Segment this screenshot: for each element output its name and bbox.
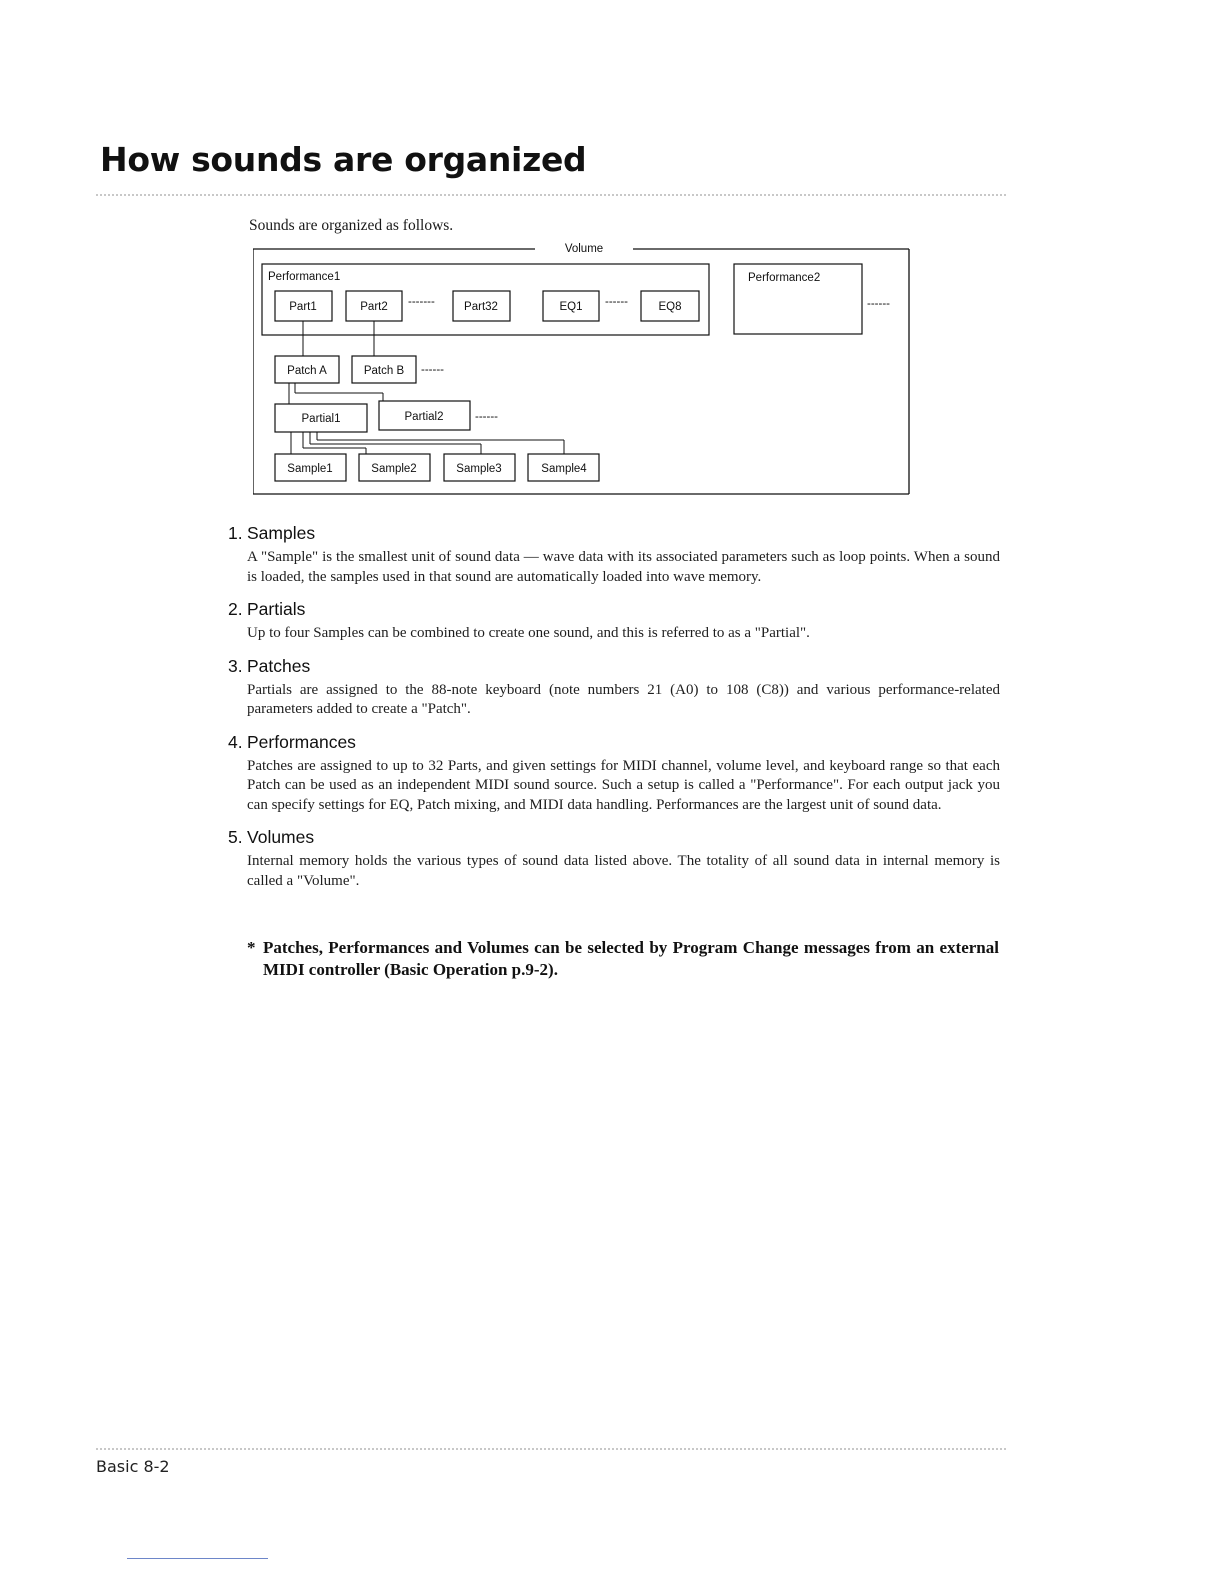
sound-organization-diagram [253,238,913,500]
volume-label: Volume [564,243,604,255]
patch-box [352,356,416,383]
program-change-note [247,937,999,981]
part-box [453,291,510,321]
partial1-label: Partial1 [301,413,341,425]
intro-text: Sounds are organized as follows. [249,217,454,234]
partial-box [379,401,470,430]
eq-continuation: ------ [605,296,628,308]
partial2-label: Partial2 [404,411,444,423]
patches-continuation: ------ [421,364,444,376]
performance1-label: Performance1 [268,271,341,283]
section-partials [228,599,1000,644]
section-body: Patches are assigned to up to 32 Parts, and given settings for MIDI channel, volume level, and keyboard range so that each Patch can be used as an independent MIDI sound source. Such a setup is called a "Performance". For each output jack you can specify settings for EQ, Patch mixing, and MIDI data handling. Performances are the largest unit of sound data. [247,757,1000,813]
section-number: 5. [228,827,243,847]
eq1-label: EQ1 [559,301,583,313]
performances-continuation: ------ [867,298,890,310]
part-box [275,291,332,321]
section-volumes [228,827,1000,891]
eq-box [641,291,699,321]
section-heading [228,599,1000,620]
section-samples [228,523,1000,587]
partials-continuation: ------ [475,411,498,423]
section-number: 2. [228,599,243,619]
section-title: Samples [247,523,316,543]
top-divider [96,194,1006,196]
section-number: 3. [228,655,243,676]
section-performances [228,732,1000,816]
section-patches [228,656,1000,720]
section-body: Up to four Samples can be combined to create one sound, and this is referred to as a "Partial". [247,625,810,641]
section-number: 1. [228,523,243,543]
section-heading [228,523,1000,544]
section-number: 4. [228,731,243,752]
part-patch-connectors [303,321,374,356]
note-marker: * [247,938,256,957]
partial-sample-connectors [291,432,564,454]
sample-box [275,454,346,481]
sample3-label: Sample3 [456,463,502,475]
section-title: Partials [247,599,306,619]
eq-box [543,291,599,321]
sample-box [444,454,515,481]
sample-box [528,454,599,481]
section-body: A "Sample" is the smallest unit of sound data — wave data with its associated parameters such as loop points. When a sound is loaded, the samples used in that sound are automatically loaded into wave memory. [247,549,1000,585]
eq8-label: EQ8 [658,301,682,313]
part32-label: Part32 [464,301,498,313]
performance2-label: Performance2 [748,272,821,284]
part1-label: Part1 [289,301,317,313]
section-heading [228,656,1000,677]
patch-box [275,356,339,383]
performance2-box [734,264,862,334]
note-text: Patches, Performances and Volumes can be selected by Program Change messages from an external MIDI controller (Basic Operation p.9-2). [263,938,999,979]
section-title: Performances [247,731,356,752]
section-title: Patches [247,655,311,676]
page-title: How sounds are organized [100,140,587,179]
section-body: Internal memory holds the various types of sound data listed above. The totality of all sound data in internal memory is called a "Volume". [247,853,1000,889]
section-heading [228,827,1000,848]
sample2-label: Sample2 [371,463,417,475]
bottom-divider [96,1448,1006,1450]
page-number: Basic 8-2 [96,1457,170,1476]
sample-box [359,454,430,481]
sample4-label: Sample4 [541,463,587,475]
performance1-box [262,264,709,335]
section-body: Partials are assigned to the 88-note keyboard (note numbers 21 (A0) to 108 (C8)) and various performance-related parameters added to create a "Patch". [247,681,1000,717]
section-heading [228,732,1000,753]
patch-partial-connectors [289,383,383,404]
patch-b-label: Patch B [363,365,405,377]
sample1-label: Sample1 [287,463,333,475]
parts-continuation: ------- [408,296,435,308]
part-box [346,291,402,321]
section-title: Volumes [247,827,315,847]
footer-underline [127,1558,268,1559]
section-list [228,523,1000,903]
patch-a-label: Patch A [287,365,327,377]
partial-box [275,404,367,432]
part2-label: Part2 [360,301,388,313]
